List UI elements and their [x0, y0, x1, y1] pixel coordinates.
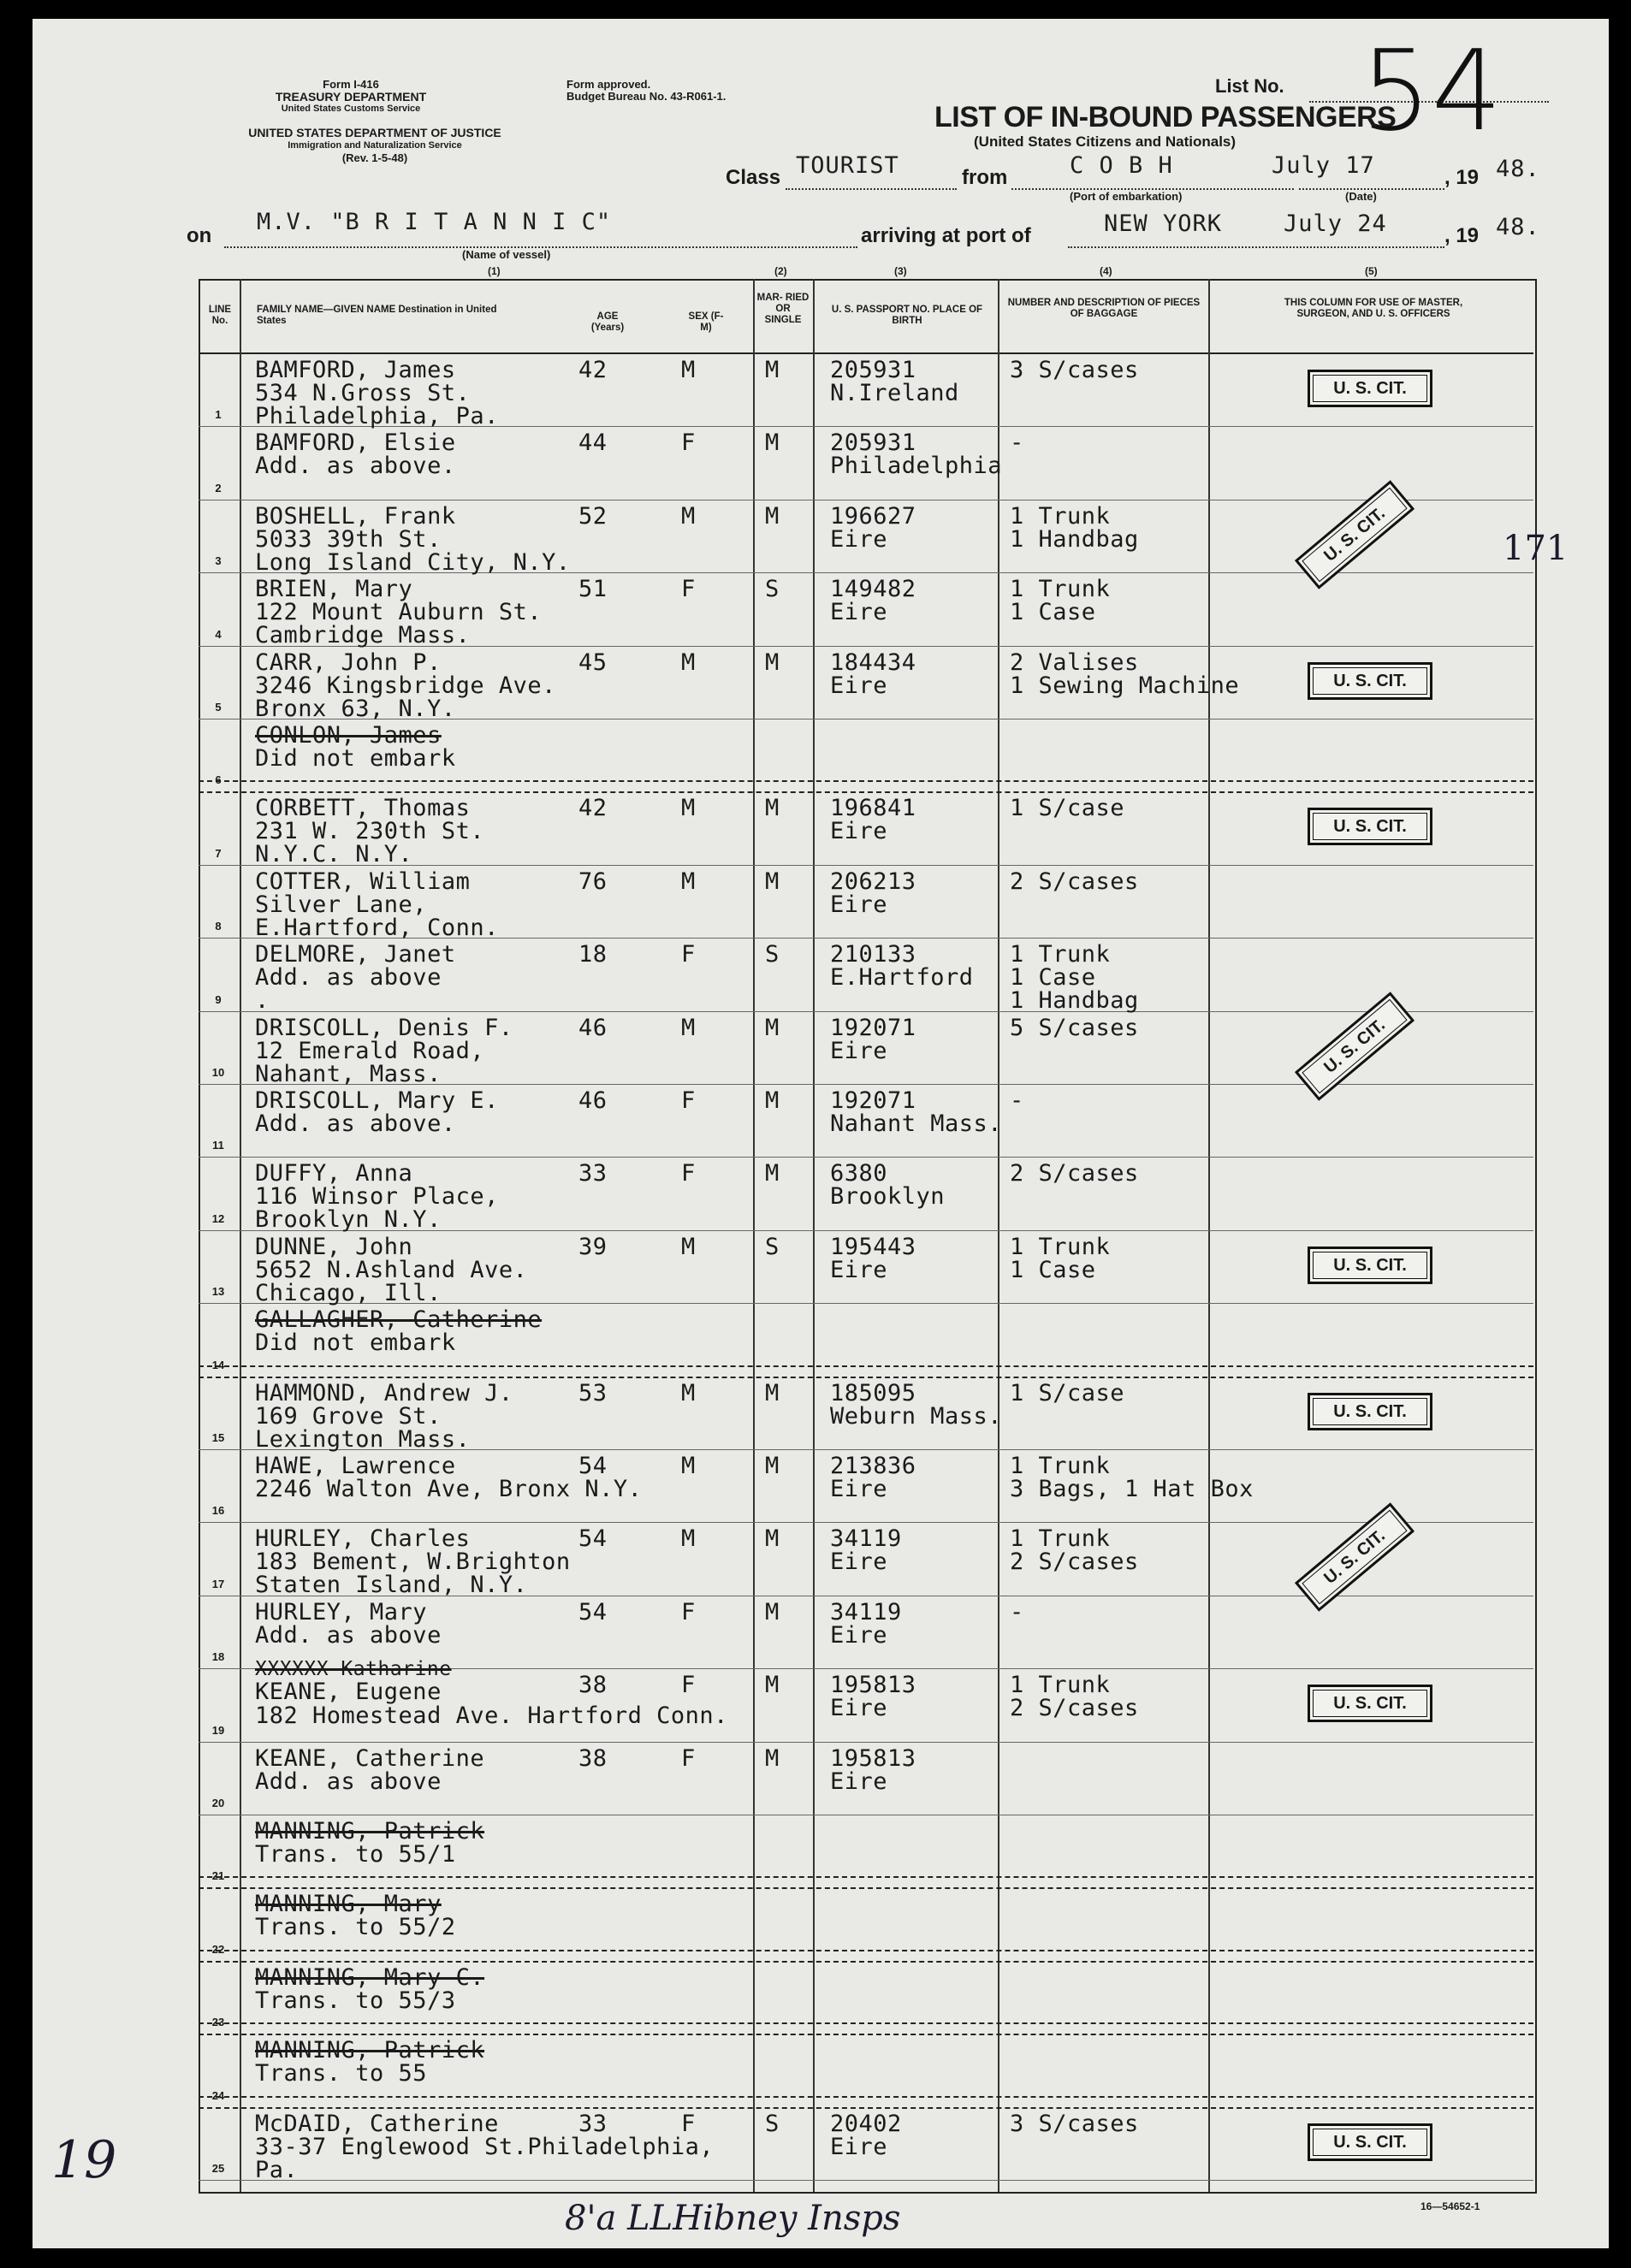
passenger-address: Add. as above: [255, 1621, 442, 1649]
sex: M: [681, 357, 696, 383]
place-of-birth: Weburn Mass.: [830, 1402, 1003, 1430]
place-of-birth: Philadelphia: [830, 453, 1003, 480]
on-label: on: [187, 224, 212, 247]
passenger-name: CARR, John P.: [255, 648, 442, 676]
passenger-address: Pa.: [255, 2156, 299, 2183]
col-divider: [240, 279, 241, 2192]
line-number: 5: [215, 701, 222, 714]
sex: M: [681, 1014, 696, 1041]
passenger-address: Bronx 63, N.Y.: [255, 695, 456, 722]
passenger-address: Trans. to 55/2: [255, 1914, 456, 1941]
sex: F: [681, 1744, 696, 1772]
arrival-date: July 24: [1284, 210, 1387, 237]
sex: M: [681, 1453, 696, 1479]
place-of-birth: Eire: [830, 891, 888, 918]
passenger-address: Did not embark: [255, 745, 456, 772]
baggage: 3 S/cases: [1010, 357, 1139, 383]
class-label: Class: [726, 166, 781, 189]
col-num-3: (3): [894, 265, 907, 277]
passenger-address: 169 Grove St.: [255, 1402, 442, 1430]
line-number: 12: [211, 1211, 225, 1225]
justice-dept: UNITED STATES DEPARTMENT OF JUSTICE: [248, 126, 501, 139]
place-of-birth: Eire: [830, 1695, 888, 1722]
passenger-address: 12 Emerald Road,: [255, 1037, 485, 1064]
passenger-address: 3246 Kingsbridge Ave.: [255, 672, 556, 699]
place-of-birth: Eire: [830, 1476, 888, 1502]
arrival-port: NEW YORK: [1104, 210, 1223, 237]
baggage: 2 S/cases: [1010, 1549, 1139, 1576]
place-of-birth: Eire: [830, 2133, 888, 2160]
line-number: 10: [211, 1066, 225, 1079]
passenger-address: Did not embark: [255, 1329, 456, 1357]
place-of-birth: Eire: [830, 1037, 888, 1064]
list-no-label: List No.: [1215, 75, 1284, 97]
passenger-address: Brooklyn N.Y.: [255, 1206, 442, 1234]
passenger-name: DRISCOLL, Mary E.: [255, 1087, 499, 1114]
marital-status: S: [765, 2110, 780, 2137]
age: 46: [578, 1014, 608, 1041]
age: 46: [578, 1087, 608, 1114]
marital-status: M: [765, 1598, 780, 1625]
passenger-address: 534 N.Gross St.: [255, 380, 471, 406]
passenger-address: 122 Mount Auburn St.: [255, 599, 543, 626]
age: 38: [578, 1744, 608, 1772]
place-of-birth: Brooklyn: [830, 1183, 946, 1211]
baggage: 1 S/case: [1010, 1379, 1125, 1406]
age: 54: [578, 1598, 608, 1625]
passenger-name: DUFFY, Anna: [255, 1160, 413, 1187]
passenger-address: Trans. to 55: [255, 2060, 428, 2087]
arrival-line: [1068, 246, 1444, 248]
sex: M: [681, 868, 696, 895]
sex: F: [681, 1598, 696, 1625]
age: 18: [578, 941, 608, 968]
marital-status: M: [765, 1160, 780, 1187]
arriving-label: arriving at port of: [861, 224, 1031, 247]
baggage: 5 S/cases: [1010, 1014, 1139, 1041]
line-number: 25: [211, 2162, 225, 2175]
passenger-address: 183 Bement, W.Brighton: [255, 1549, 571, 1576]
immigration-service: Immigration and Naturalization Service: [288, 140, 462, 151]
passenger-address: E.Hartford, Conn.: [255, 914, 499, 941]
baggage: 1 Case: [1010, 1256, 1096, 1283]
stamp-text: U. S. CIT.: [1333, 1401, 1407, 1421]
line-number: 18: [211, 1650, 225, 1664]
marital-status: M: [765, 1087, 780, 1114]
col-header-sex: SEX (F-M): [688, 311, 724, 333]
form-approved: Form approved.: [566, 78, 651, 91]
place-of-birth: Eire: [830, 525, 888, 553]
line-number: 22: [211, 1942, 225, 1956]
passenger-address: Add. as above.: [255, 453, 456, 480]
line-number: 4: [215, 627, 222, 641]
baggage: 1 Trunk: [1010, 1233, 1111, 1260]
passport-number: 205931: [830, 429, 916, 457]
baggage: 2 S/cases: [1010, 1695, 1139, 1722]
passport-number: 195443: [830, 1233, 916, 1260]
table-row-divider: [199, 780, 1533, 782]
marital-status: M: [765, 429, 780, 457]
passenger-address: 231 W. 230th St.: [255, 818, 485, 845]
sex: F: [681, 576, 696, 603]
line-number: 14: [211, 1358, 225, 1371]
us-citizen-stamp: [1308, 370, 1432, 407]
class-value: TOURIST: [796, 152, 899, 179]
col-num-1: (1): [488, 265, 501, 277]
marital-status: M: [765, 648, 780, 676]
stamp-text: U. S. CIT.: [1333, 1255, 1407, 1275]
baggage: 2 Valises: [1010, 648, 1139, 676]
age: 54: [578, 1453, 608, 1479]
revision: (Rev. 1-5-48): [341, 151, 408, 164]
marital-status: M: [765, 1014, 780, 1041]
place-of-birth: Eire: [830, 1621, 888, 1649]
line-number: 7: [215, 846, 222, 860]
line-number: 3: [215, 554, 222, 568]
passenger-address: Trans. to 55/3: [255, 1987, 456, 2014]
customs-service: United States Customs Service: [281, 104, 421, 114]
embarkation-port: C O B H: [1070, 152, 1173, 179]
passenger-address: Cambridge Mass.: [255, 622, 471, 649]
table-row-divider: [199, 2107, 1533, 2109]
passport-number: 195813: [830, 1744, 916, 1772]
passenger-address: Trans. to 55/1: [255, 1841, 456, 1868]
baggage: -: [1010, 429, 1024, 457]
age: 44: [578, 429, 608, 457]
passenger-address: 5033 39th St.: [255, 525, 442, 553]
passenger-name: BAMFORD, Elsie: [255, 429, 456, 457]
vessel-caption: (Name of vessel): [462, 248, 551, 261]
class-line: [786, 188, 957, 190]
sex: M: [681, 795, 696, 822]
col-header-passport: U. S. PASSPORT NO. PLACE OF BIRTH: [831, 305, 983, 326]
baggage: 1 Case: [1010, 964, 1096, 992]
page-subtitle: (United States Citizens and Nationals): [974, 133, 1237, 150]
from-label: from: [962, 166, 1008, 189]
page-title: LIST OF IN-BOUND PASSENGERS: [934, 101, 1397, 133]
col-header-officers: THIS COLUMN FOR USE OF MASTER, SURGEON, AND U. S. OFFICERS: [1284, 298, 1463, 319]
passport-number: 20402: [830, 2110, 902, 2137]
us-citizen-stamp: [1308, 1685, 1432, 1722]
baggage: 1 Trunk: [1010, 1672, 1111, 1699]
embark-date: July 17: [1272, 152, 1375, 179]
passenger-address: 182 Homestead Ave. Hartford Conn.: [255, 1702, 728, 1730]
passenger-name: HURLEY, Charles: [255, 1525, 471, 1553]
marital-status: S: [765, 576, 780, 603]
header-divider: [199, 352, 1533, 354]
table-row-divider: [199, 2034, 1533, 2035]
passport-number: 206213: [830, 868, 916, 895]
age: 33: [578, 1160, 608, 1187]
table-row-divider: [199, 2022, 1533, 2024]
baggage: 1 Trunk: [1010, 1525, 1111, 1553]
baggage: 3 S/cases: [1010, 2110, 1139, 2137]
footer-code: 16—54652-1: [1420, 2200, 1480, 2212]
line-number: 19: [211, 1723, 225, 1737]
passenger-address: Silver Lane,: [255, 891, 428, 918]
margin-note: 171: [1503, 529, 1569, 568]
marital-status: M: [765, 1453, 780, 1479]
col-header-married: MAR- RIED OR SINGLE: [756, 293, 810, 325]
passport-number: 205931: [830, 357, 916, 383]
us-citizen-stamp: [1308, 808, 1432, 845]
sex: M: [681, 502, 696, 530]
age: 45: [578, 648, 608, 676]
line-number: 24: [211, 2088, 225, 2102]
passenger-name: DUNNE, John: [255, 1233, 413, 1260]
passenger-address: N.Y.C. N.Y.: [255, 841, 413, 868]
us-citizen-stamp: [1308, 1393, 1432, 1430]
marital-status: M: [765, 1672, 780, 1699]
vessel-name: M.V. "B R I T A N N I C": [257, 209, 612, 235]
age: 42: [578, 357, 608, 383]
passport-number: 213836: [830, 1453, 916, 1479]
col-divider: [813, 279, 815, 2192]
place-of-birth: E.Hartford: [830, 964, 974, 992]
passenger-address: .: [255, 987, 270, 1015]
table-row-divider: [199, 1876, 1533, 1878]
passenger-name: GALLAGHER, Catherine: [255, 1306, 543, 1334]
passenger-address: Staten Island, N.Y.: [255, 1572, 528, 1599]
passport-number: 192071: [830, 1087, 916, 1114]
passenger-name: MANNING, Mary C.: [255, 1963, 485, 1991]
sex: F: [681, 1087, 696, 1114]
table-row-divider: [199, 2180, 1533, 2181]
table-row-divider: [199, 1157, 1533, 1158]
stamp-text: U. S. CIT.: [1333, 671, 1407, 690]
age: 33: [578, 2110, 608, 2137]
baggage: 3 Bags, 1 Hat Box: [1010, 1476, 1254, 1502]
sex: M: [681, 648, 696, 676]
place-of-birth: Eire: [830, 1549, 888, 1576]
passport-number: 6380: [830, 1160, 888, 1187]
passenger-address: Add. as above: [255, 1768, 442, 1795]
marital-status: M: [765, 357, 780, 383]
age: 38: [578, 1672, 608, 1699]
passenger-name: MANNING, Patrick: [255, 2037, 485, 2064]
table-row-divider: [199, 1961, 1533, 1963]
passenger-address: Lexington Mass.: [255, 1425, 471, 1453]
baggage: -: [1010, 1598, 1024, 1625]
stamp-text: U. S. CIT.: [1320, 1526, 1389, 1589]
stamp-text: U. S. CIT.: [1333, 817, 1407, 837]
col-header-baggage: NUMBER AND DESCRIPTION OF PIECES OF BAGGAGE: [1007, 298, 1201, 319]
line-number: 13: [211, 1285, 225, 1299]
year-prefix-1: , 19: [1444, 166, 1480, 189]
marital-status: M: [765, 1525, 780, 1553]
treasury-dept: TREASURY DEPARTMENT: [275, 90, 427, 104]
col-divider: [753, 279, 755, 2192]
table-row-divider: [199, 1522, 1533, 1523]
sex: M: [681, 1525, 696, 1553]
passenger-name: CORBETT, Thomas: [255, 795, 471, 822]
passenger-address: Nahant, Mass.: [255, 1060, 442, 1087]
place-of-birth: N.Ireland: [830, 380, 959, 406]
stamp-text: U. S. CIT.: [1333, 2132, 1407, 2152]
stamp-text: U. S. CIT.: [1320, 503, 1389, 566]
baggage: 1 Handbag: [1010, 987, 1139, 1015]
passport-number: 184434: [830, 648, 916, 676]
passenger-address: Chicago, Ill.: [255, 1279, 442, 1306]
table-row-divider: [199, 1011, 1533, 1012]
baggage: 1 Sewing Machine: [1010, 672, 1240, 699]
marital-status: M: [765, 868, 780, 895]
sex: F: [681, 429, 696, 457]
sex: M: [681, 1379, 696, 1406]
passenger-name: HAWE, Lawrence: [255, 1453, 456, 1479]
passenger-name: BRIEN, Mary: [255, 576, 413, 603]
passenger-name: MANNING, Patrick: [255, 1818, 485, 1845]
age: 52: [578, 502, 608, 530]
line-number: 17: [211, 1577, 225, 1590]
struck-name: XXXXXX Katharine: [255, 1658, 452, 1681]
passport-number: 196627: [830, 502, 916, 530]
port-caption: (Port of embarkation): [1070, 190, 1183, 203]
line-number: 2: [215, 481, 222, 494]
table-row-divider: [199, 791, 1533, 793]
place-of-birth: Eire: [830, 1768, 888, 1795]
age: 42: [578, 795, 608, 822]
passenger-name: DELMORE, Janet: [255, 941, 456, 968]
line-number: 21: [211, 1869, 225, 1883]
marital-status: M: [765, 502, 780, 530]
sex: F: [681, 1672, 696, 1699]
passport-number: 34119: [830, 1598, 902, 1625]
place-of-birth: Eire: [830, 599, 888, 626]
passenger-name: McDAID, Catherine: [255, 2110, 499, 2137]
line-number: 9: [215, 992, 222, 1006]
us-citizen-stamp: [1308, 1247, 1432, 1284]
baggage: 2 S/cases: [1010, 1160, 1139, 1187]
col-num-2: (2): [774, 265, 787, 277]
place-of-birth: Eire: [830, 1256, 888, 1283]
col-divider: [1208, 279, 1210, 2192]
passport-number: 185095: [830, 1379, 916, 1406]
passenger-name: COTTER, William: [255, 868, 471, 895]
stamp-text: U. S. CIT.: [1333, 1694, 1407, 1714]
line-number: 11: [212, 1139, 224, 1152]
sex: M: [681, 1233, 696, 1260]
baggage: -: [1010, 1087, 1024, 1114]
passport-number: 34119: [830, 1525, 902, 1553]
passenger-name: KEANE, Catherine: [255, 1744, 485, 1772]
marital-status: S: [765, 941, 780, 968]
passenger-address: Philadelphia, Pa.: [255, 403, 499, 429]
line-number: 16: [211, 1504, 225, 1518]
stamp-text: U. S. CIT.: [1320, 1015, 1389, 1077]
passport-number: 196841: [830, 795, 916, 822]
passenger-name: KEANE, Eugene: [255, 1679, 442, 1706]
age: 51: [578, 576, 608, 603]
age: 76: [578, 868, 608, 895]
sex: F: [681, 2110, 696, 2137]
passenger-address: 5652 N.Ashland Ave.: [255, 1256, 528, 1283]
passenger-address: Add. as above: [255, 964, 442, 992]
baggage: 1 Case: [1010, 599, 1096, 626]
year-prefix-2: , 19: [1444, 224, 1480, 247]
us-citizen-stamp: [1308, 2123, 1432, 2161]
us-citizen-stamp: [1308, 662, 1432, 700]
baggage: 1 Trunk: [1010, 576, 1111, 603]
line-number: 15: [211, 1431, 225, 1444]
form-number: Form I-416: [323, 78, 379, 91]
place-of-birth: Eire: [830, 818, 888, 845]
sex: F: [681, 941, 696, 968]
passport-number: 149482: [830, 576, 916, 603]
passenger-name: BOSHELL, Frank: [255, 502, 456, 530]
budget-bureau: Budget Bureau No. 43-R061-1.: [566, 90, 727, 103]
age: 39: [578, 1233, 608, 1260]
stamp-text: U. S. CIT.: [1333, 379, 1407, 398]
col-header-line: LINE No.: [208, 305, 232, 326]
date-caption: (Date): [1345, 190, 1377, 203]
baggage: 1 Handbag: [1010, 525, 1139, 553]
baggage: 1 Trunk: [1010, 1453, 1111, 1479]
marital-status: M: [765, 1744, 780, 1772]
list-number: 54: [1361, 26, 1503, 156]
table-row-divider: [199, 1950, 1533, 1951]
table-row-divider: [199, 1742, 1533, 1743]
passenger-address: 116 Winsor Place,: [255, 1183, 499, 1211]
marital-status: M: [765, 1379, 780, 1406]
passenger-address: Long Island City, N.Y.: [255, 548, 571, 576]
passport-number: 210133: [830, 941, 916, 968]
arrival-year: 48.: [1496, 214, 1540, 240]
baggage: 2 S/cases: [1010, 868, 1139, 895]
passenger-name: DRISCOLL, Denis F.: [255, 1014, 513, 1041]
passenger-address: 33-37 Englewood St.Philadelphia,: [255, 2133, 715, 2160]
table-row-divider: [199, 1377, 1533, 1378]
bottom-handwriting: 8'a LLHibney Insps: [565, 2199, 901, 2238]
passenger-name: HAMMOND, Andrew J.: [255, 1379, 513, 1406]
table-row-divider: [199, 1365, 1533, 1367]
passenger-name: HURLEY, Mary: [255, 1598, 428, 1625]
place-of-birth: Eire: [830, 672, 888, 699]
table-row-divider: [199, 2096, 1533, 2098]
baggage: 1 Trunk: [1010, 941, 1111, 968]
embark-year: 48.: [1496, 156, 1540, 182]
passenger-name: BAMFORD, James: [255, 357, 456, 383]
passenger-address: Add. as above.: [255, 1110, 456, 1137]
line-number: 23: [211, 2016, 225, 2029]
passenger-address: 2246 Walton Ave, Bronx N.Y.: [255, 1476, 643, 1502]
line-number: 8: [215, 920, 222, 933]
line-number: 1: [215, 408, 222, 422]
baggage: 1 S/case: [1010, 795, 1125, 822]
marital-status: S: [765, 1233, 780, 1260]
marital-status: M: [765, 795, 780, 822]
col-divider: [998, 279, 999, 2192]
age: 53: [578, 1379, 608, 1406]
baggage: 1 Trunk: [1010, 502, 1111, 530]
passport-number: 192071: [830, 1014, 916, 1041]
col-num-4: (4): [1100, 265, 1112, 277]
col-num-5: (5): [1365, 265, 1378, 277]
sex: F: [681, 1160, 696, 1187]
line-number: 20: [211, 1797, 225, 1809]
col-header-name: FAMILY NAME—GIVEN NAME Destination in United States: [257, 305, 497, 326]
corner-handwriting: 19: [51, 2130, 117, 2190]
passenger-name: MANNING, Mary: [255, 1891, 442, 1918]
col-header-age: AGE (Years): [590, 311, 625, 333]
passport-number: 195813: [830, 1672, 916, 1699]
passenger-name: CONLON, James: [255, 722, 442, 749]
line-number: 6: [215, 773, 222, 787]
table-row-divider: [199, 1887, 1533, 1889]
place-of-birth: Nahant Mass.: [830, 1110, 1003, 1137]
age: 54: [578, 1525, 608, 1553]
